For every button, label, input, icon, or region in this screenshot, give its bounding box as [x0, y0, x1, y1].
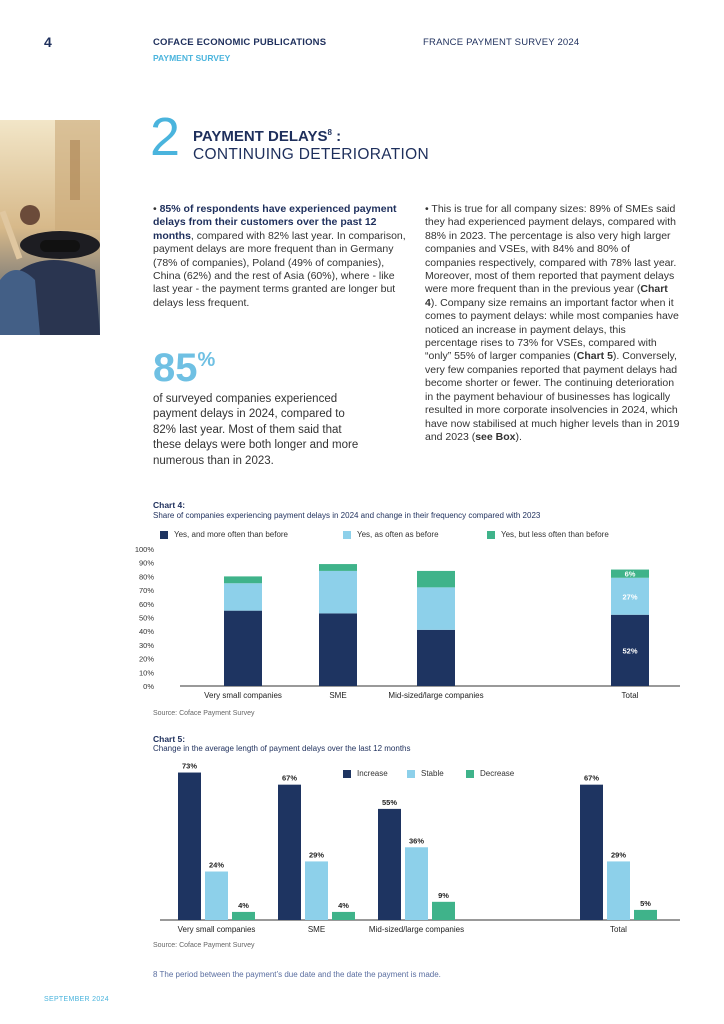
body-bold-text: 85% of respondents have experienced payment delays from their customers over the past 12 months	[153, 203, 397, 242]
chart-ref: Chart 5	[576, 350, 613, 363]
y-tick-label: 70%	[138, 586, 154, 596]
chart5-plot	[140, 758, 680, 938]
data-label: 29%	[610, 850, 627, 860]
body-text: ).	[515, 430, 522, 443]
bar-segment	[224, 576, 262, 583]
y-tick-label: 80%	[138, 572, 154, 582]
x-tick-label: SME	[329, 691, 347, 700]
data-label: 36%	[408, 836, 425, 846]
section-title-colon: :	[331, 128, 342, 145]
y-tick-label: 0%	[143, 682, 154, 691]
chart5-subtitle: Change in the average length of payment delays over the last 12 months	[153, 744, 411, 753]
y-tick-label: 40%	[138, 627, 154, 637]
x-tick-label: SME	[307, 925, 326, 934]
data-label: 24%	[208, 860, 225, 870]
chart4-title: Chart 4:	[153, 500, 186, 510]
chart5-title: Chart 5:	[153, 734, 186, 744]
body-text: This is true for all company sizes: 89% of SMEs said they had experienced payment delays, compared with 88% in 2023. The percentage is also very high larger companies and VSEs, with 84% and 80% of companies respectively, compared with 78% last year. Moreover, most of them reported that payment delays were more frequent than in the previous year (	[425, 203, 677, 296]
report-title: FRANCE PAYMENT SURVEY 2024	[423, 37, 580, 48]
bar-segment	[319, 564, 357, 571]
data-label: 67%	[583, 773, 600, 783]
legend-swatch	[343, 531, 351, 539]
footnote-ref: 8	[327, 128, 332, 137]
bullet: •	[425, 203, 432, 215]
bar	[278, 785, 301, 920]
bar-segment	[224, 583, 262, 610]
bar	[305, 861, 328, 920]
bar	[332, 912, 355, 920]
bar-segment	[319, 613, 357, 686]
data-label: 5%	[640, 898, 651, 908]
highlight-stat	[153, 348, 215, 388]
legend-label: Yes, and more often than before	[174, 530, 289, 539]
data-label: 67%	[281, 773, 298, 783]
bar-segment	[224, 611, 262, 686]
bar-segment	[319, 571, 357, 613]
data-label: 6%	[624, 569, 636, 579]
bar	[232, 912, 255, 920]
data-label: 4%	[238, 900, 249, 910]
bar	[205, 872, 228, 920]
chart4-plot	[134, 542, 680, 704]
y-tick-label: 60%	[138, 599, 154, 609]
chart5-source: Source: Coface Payment Survey	[153, 942, 255, 949]
legend-swatch	[160, 531, 168, 539]
bar	[378, 809, 401, 920]
bar	[634, 910, 657, 920]
bar-segment	[417, 571, 455, 587]
body-text: ). Company size remains an important factor when it comes to payment delays: while most companies have noticed an increase in payment delays, this percentage rises to 73% for VSEs, compared with “only” 55% of larger companies (	[425, 296, 679, 363]
section-subtitle: CONTINUING DETERIORATION	[193, 146, 429, 163]
x-tick-label: Very small companies	[204, 691, 282, 700]
x-tick-label: Mid-sized/large companies	[368, 925, 465, 934]
bar	[607, 861, 630, 920]
footer-date: SEPTEMBER 2024	[44, 996, 109, 1003]
section-number: 2	[150, 107, 181, 167]
data-label: 73%	[181, 761, 198, 771]
bullet: •	[153, 203, 160, 215]
data-label: 29%	[308, 850, 325, 860]
y-tick-label: 10%	[138, 668, 154, 678]
highlight-value: 85	[153, 346, 198, 390]
highlight-unit: %	[197, 349, 216, 371]
section-title-text: PAYMENT DELAYS	[193, 128, 328, 145]
bar	[405, 847, 428, 920]
y-tick-label: 50%	[138, 613, 154, 623]
x-tick-label: Total	[610, 925, 627, 934]
section-title	[193, 128, 341, 145]
crowd-photo	[0, 120, 100, 335]
y-tick-label: 90%	[138, 558, 154, 568]
legend-label: Yes, as often as before	[357, 530, 439, 539]
body-column-left	[153, 203, 409, 310]
y-tick-label: 30%	[138, 640, 154, 650]
data-label: 55%	[381, 797, 398, 807]
footnote: 8 The period between the payment’s due date and the date the payment is made.	[153, 970, 441, 979]
page-number: 4	[44, 34, 52, 50]
bar	[178, 773, 201, 920]
x-tick-label: Very small companies	[177, 925, 256, 934]
legend-label: Decrease	[480, 769, 515, 778]
chart4-legend-1	[160, 530, 288, 539]
data-label: 4%	[338, 900, 349, 910]
chart4-source: Source: Coface Payment Survey	[153, 710, 255, 717]
y-tick-label: 20%	[138, 654, 154, 664]
data-label: 52%	[622, 646, 638, 656]
chart4-legend-2	[343, 530, 439, 539]
legend-label: Stable	[421, 769, 444, 778]
chart-ref: Chart 4	[425, 283, 668, 309]
x-tick-label: Mid-sized/large companies	[388, 691, 484, 700]
legend-swatch	[487, 531, 495, 539]
body-text: , compared with 82% last year. In comparison, payment delays are more frequent than in Germany (78% of companies), Poland (49% of companies), China (62%) and the rest of Asia (60%), where - like last year - the payment terms granted are longer but delays less frequent.	[153, 229, 406, 309]
publication-name: COFACE ECONOMIC PUBLICATIONS	[153, 37, 327, 48]
publication-section: PAYMENT SURVEY	[153, 53, 231, 63]
bar	[580, 785, 603, 920]
body-column-right	[425, 203, 680, 444]
y-tick-label: 100%	[134, 545, 154, 554]
bar-segment	[417, 630, 455, 686]
data-label: 27%	[622, 592, 638, 602]
bar-segment	[417, 587, 455, 629]
highlight-text: of surveyed companies experienced payment delays in 2024, compared to 82% last year. Most of them said that these delays were both longer and more numerous than in 2023.	[153, 393, 359, 467]
box-ref: see Box	[475, 430, 516, 443]
body-text: ). Conversely, very few companies reported that payment delays had become shorter or fewer. The continuing deterioration in the payment behaviour of businesses has logically resulted in more corporate insolvencies in 2024, which have now stabilised at much higher levels than in 2019 and 2023 (	[425, 350, 680, 443]
bar	[432, 902, 455, 920]
legend-label: Yes, but less often than before	[501, 530, 609, 539]
data-label: 9%	[438, 890, 449, 900]
chart4-legend-3	[487, 530, 609, 539]
chart4-subtitle: Share of companies experiencing payment delays in 2024 and change in their frequency compared with 2023	[153, 511, 541, 520]
legend-label: Increase	[357, 769, 388, 778]
x-tick-label: Total	[621, 691, 639, 700]
